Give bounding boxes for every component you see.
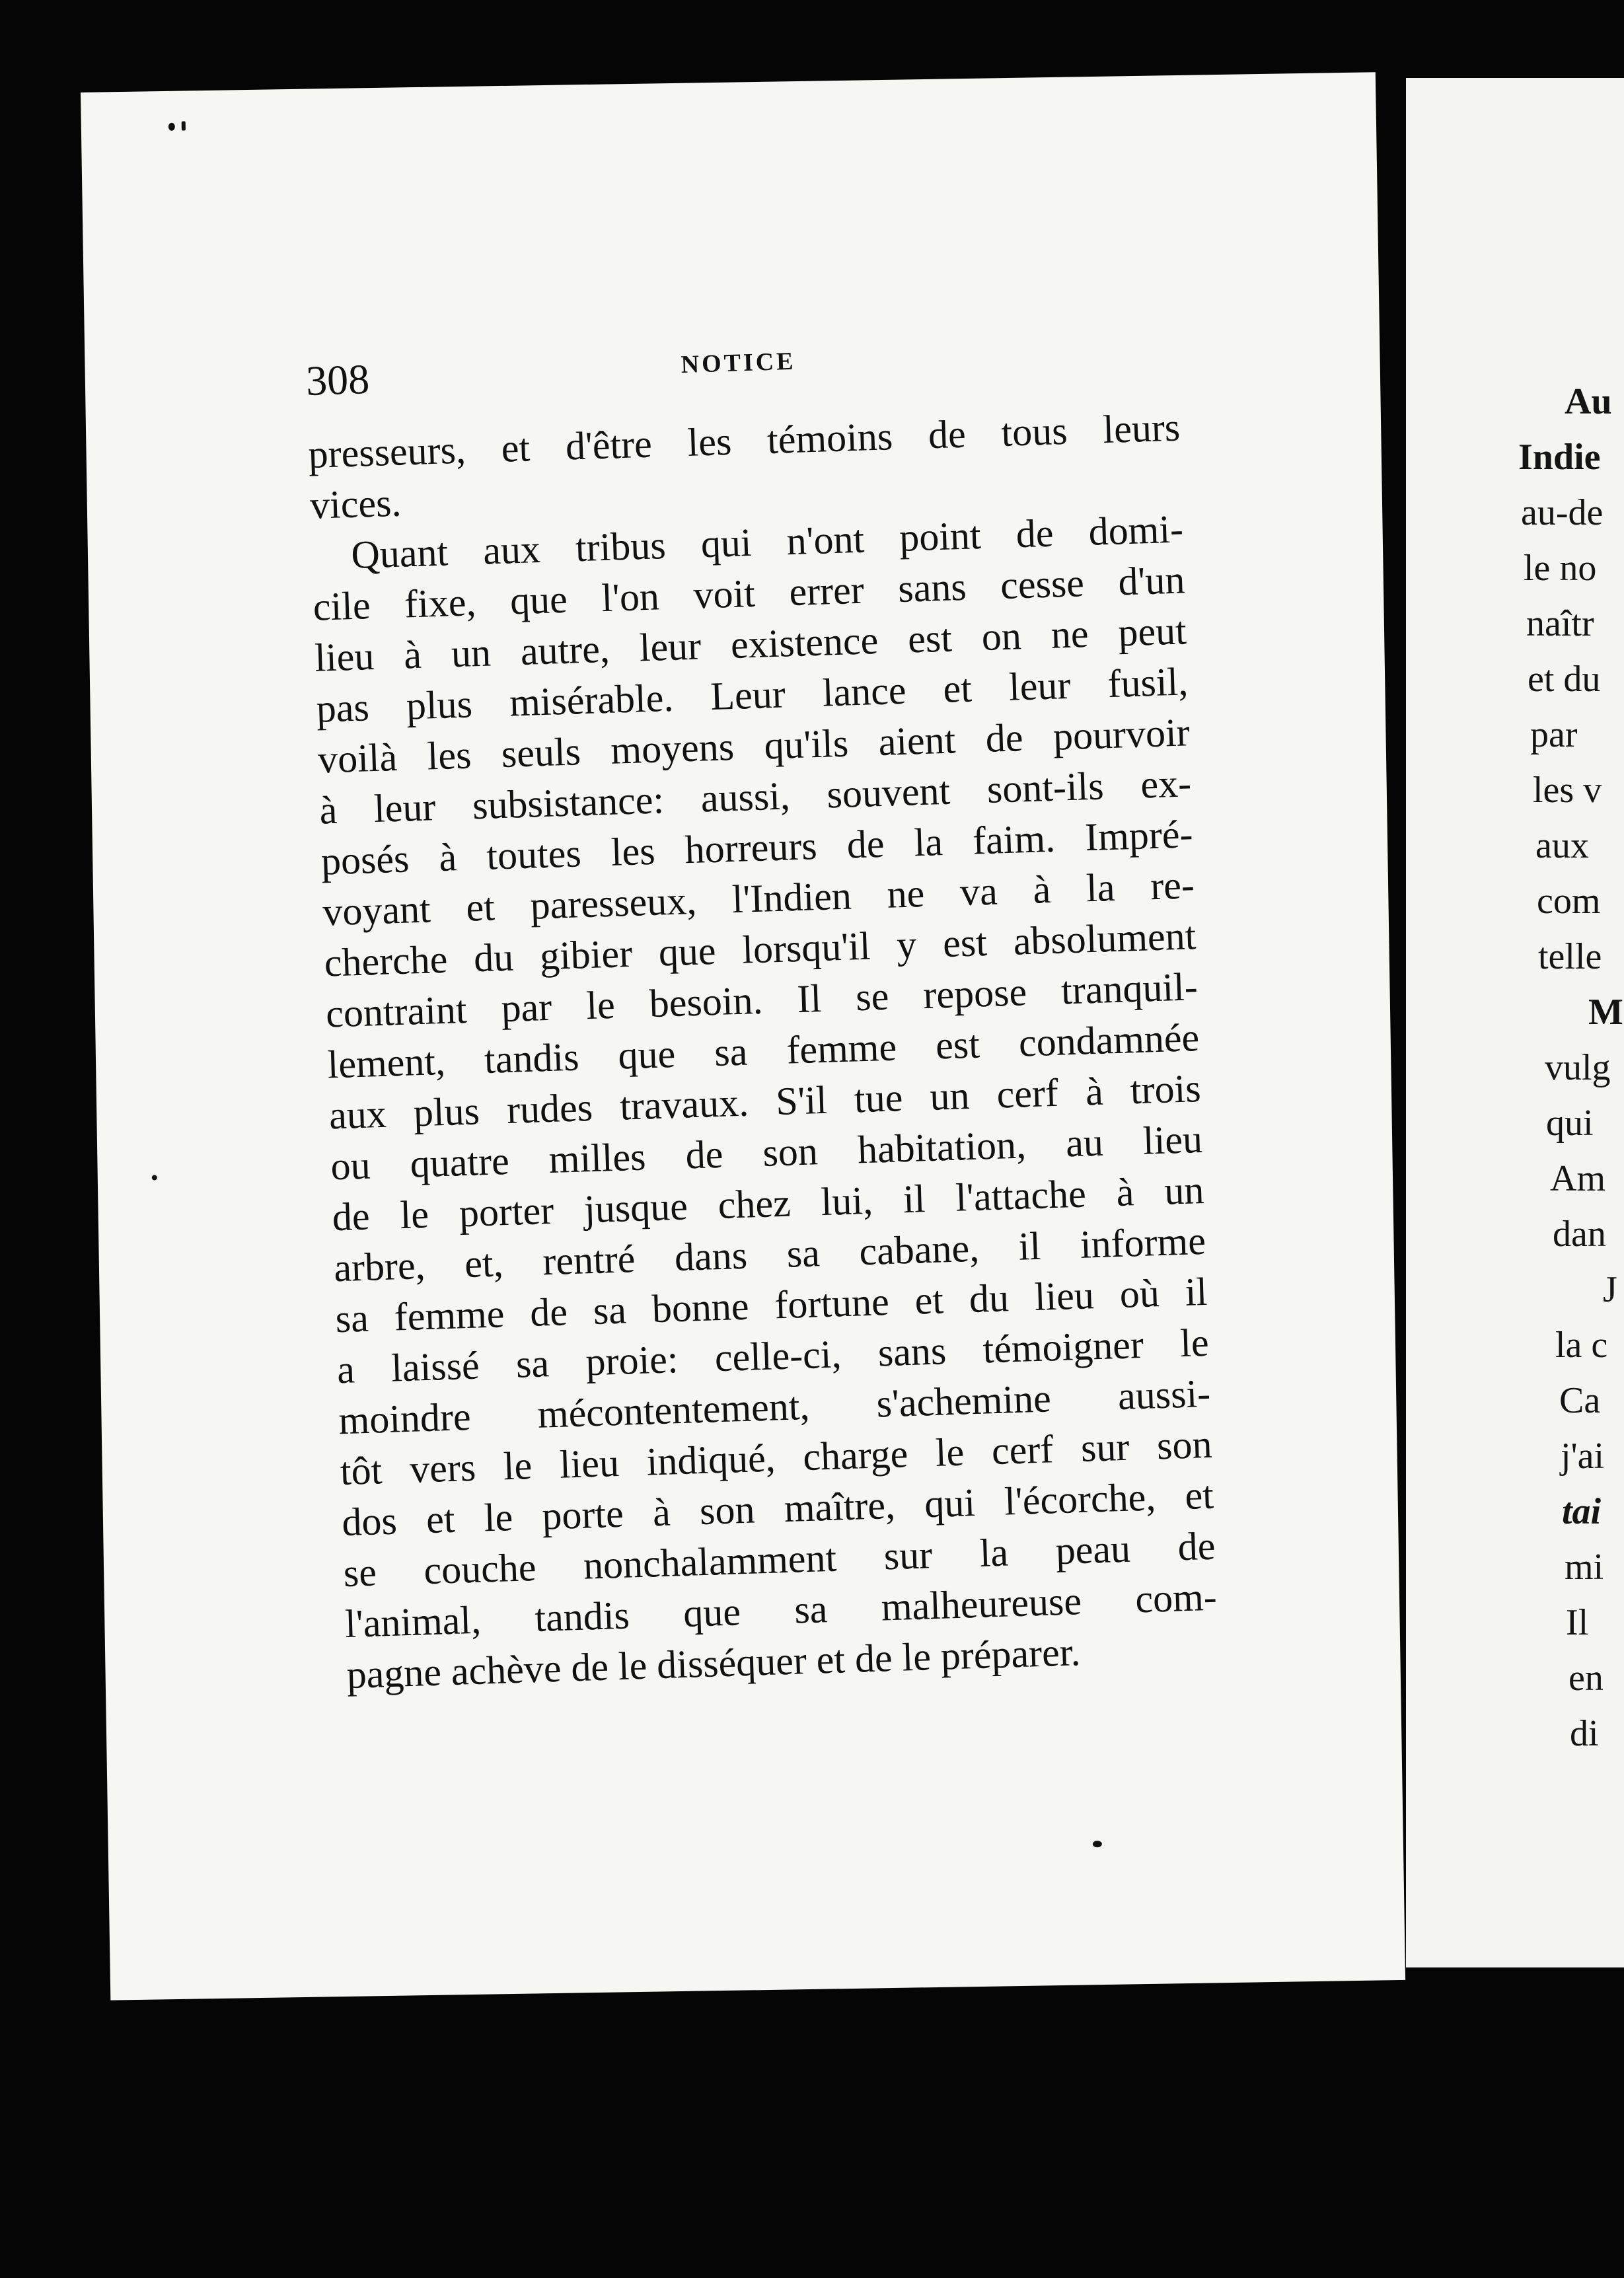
ink-speck xyxy=(168,123,175,131)
facing-line: com xyxy=(1537,881,1601,922)
text-line: aux plus rudes travaux. S'il tue un cerf à trois xyxy=(328,1066,1202,1138)
text-line: arbre, et, rentré dans sa cabane, il informe xyxy=(333,1218,1206,1290)
text-line: a laissé sa proie: celle-ci, sans témoigner le xyxy=(336,1320,1210,1392)
facing-line: tai xyxy=(1562,1491,1602,1532)
facing-line: Am xyxy=(1550,1158,1606,1199)
facing-line: dan xyxy=(1553,1214,1606,1255)
text-line: ou quatre milles de son habitation, au lieu xyxy=(330,1117,1203,1189)
text-line: Quant aux tribus qui n'ont point de domi- xyxy=(350,507,1184,577)
text-line: cile fixe, que l'on voit errer sans cesse d'un xyxy=(312,558,1186,629)
text-line: contraint par le besoin. Il se repose tranquil- xyxy=(325,965,1199,1036)
text-line: cherche du gibier que lorsqu'il y est absolument xyxy=(323,914,1197,985)
facing-line: par xyxy=(1530,714,1578,755)
facing-line: Ca xyxy=(1559,1380,1601,1421)
facing-line: Il xyxy=(1566,1602,1589,1643)
page-number: 308 xyxy=(305,355,371,404)
text-line: de le porter jusque chez lui, il l'attache à un xyxy=(331,1167,1205,1239)
facing-line: di xyxy=(1570,1713,1599,1754)
facing-line: M xyxy=(1588,992,1623,1033)
facing-line: qui xyxy=(1546,1103,1594,1144)
text-line: moindre mécontentement, s'achemine aussi- xyxy=(338,1371,1211,1443)
text-line: l'animal, tandis que sa malheureuse com- xyxy=(344,1574,1218,1646)
text-line: se couche nonchalamment sur la peau de xyxy=(342,1524,1216,1596)
text-line: posés à toutes les horreurs de la faim. Impré- xyxy=(320,812,1194,883)
facing-line: naîtr xyxy=(1526,603,1594,644)
facing-line: et du xyxy=(1528,659,1601,700)
facing-line: vulg xyxy=(1545,1047,1611,1088)
facing-page-text xyxy=(1406,374,1623,1761)
text-line: dos et le porte à son maître, qui l'écorche, et xyxy=(341,1473,1214,1545)
facing-line: aux xyxy=(1535,825,1589,866)
text-line: pas plus misérable. Leur lance et leur fusil, xyxy=(315,659,1189,731)
facing-line: la c xyxy=(1555,1325,1608,1366)
text-line: lieu à un autre, leur existence est on ne peut xyxy=(314,608,1187,680)
ink-speck xyxy=(182,122,186,131)
text-line: pagne achève de le disséquer et de le préparer. xyxy=(346,1630,1082,1697)
facing-line: au-de xyxy=(1521,492,1604,533)
text-line: voilà les seuls moyens qu'ils aient de pourvoir xyxy=(317,710,1191,782)
text-line: voyant et paresseux, l'Indien ne va à la re- xyxy=(322,863,1195,934)
facing-line: j'ai xyxy=(1561,1436,1605,1477)
facing-line: Au xyxy=(1565,381,1612,422)
facing-line: mi xyxy=(1565,1547,1604,1588)
facing-line: le no xyxy=(1524,548,1597,589)
text-line: à leur subsistance: aussi, souvent sont-ils ex- xyxy=(318,761,1192,832)
facing-line: en xyxy=(1569,1658,1604,1699)
facing-line: les v xyxy=(1533,770,1602,811)
page-text-block xyxy=(305,330,1219,1701)
text-line: presseurs, et d'être les témoins de tous leurs xyxy=(307,405,1181,476)
text-line: sa femme de sa bonne fortune et du lieu où il xyxy=(334,1269,1208,1341)
facing-line: J xyxy=(1603,1269,1617,1310)
ink-speck xyxy=(152,1175,157,1180)
facing-line: Indie xyxy=(1518,437,1601,478)
running-title: NOTICE xyxy=(681,347,797,379)
text-line: lement, tandis que sa femme est condamnée xyxy=(326,1015,1200,1087)
ink-speck xyxy=(1093,1841,1102,1847)
text-line: tôt vers le lieu indiqué, charge le cerf sur son xyxy=(339,1422,1213,1494)
facing-page xyxy=(1406,78,1624,1967)
text-line: vices. xyxy=(309,480,402,527)
facing-line: telle xyxy=(1538,936,1602,977)
